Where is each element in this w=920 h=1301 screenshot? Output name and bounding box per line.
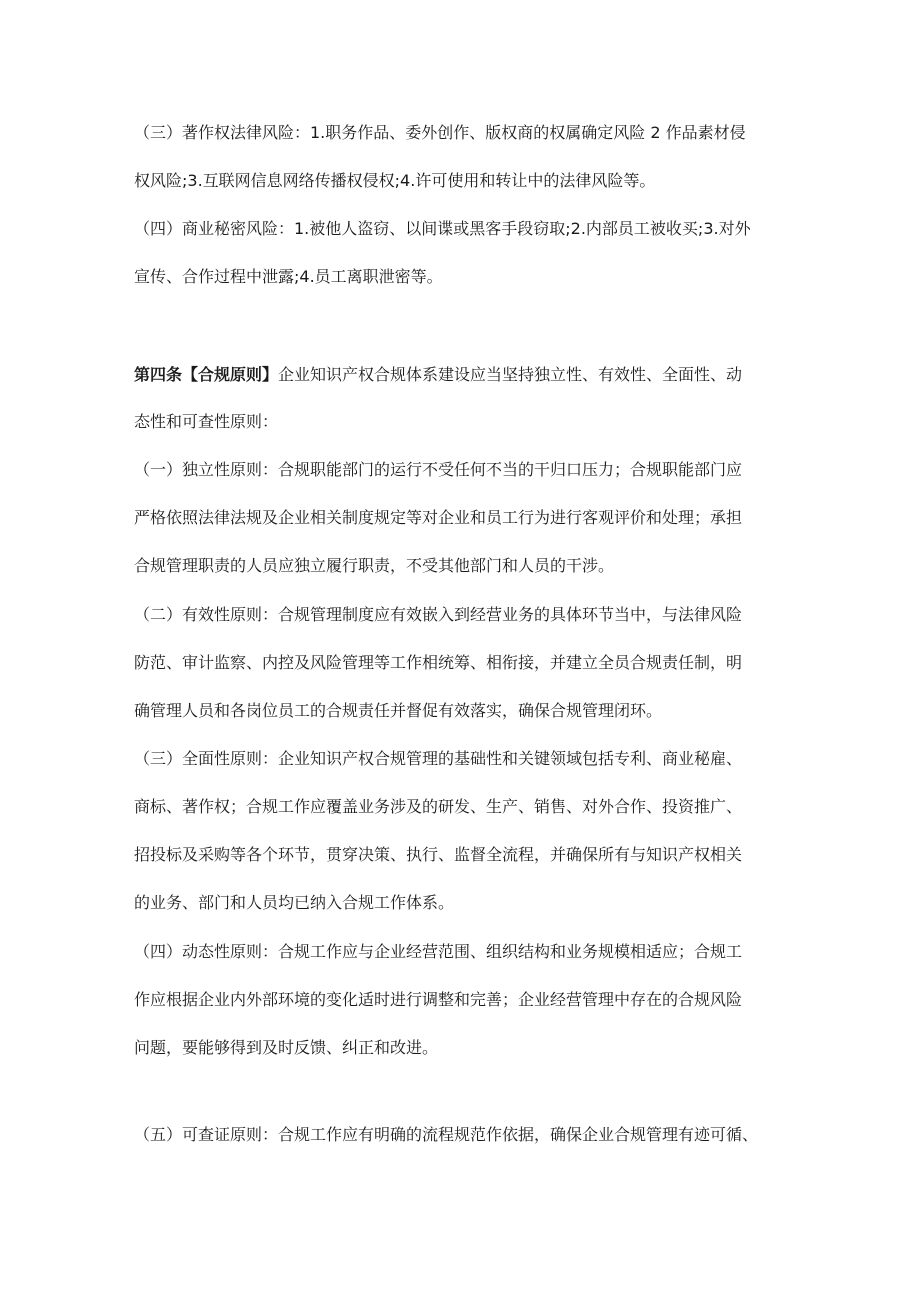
article-4-heading: 第四条【合规原则】 [134, 365, 279, 384]
copyright-risk-line-2: 权风险;3.互联网信息网络传播权侵权;4.许可使用和转让中的法律风险等。 [134, 171, 656, 190]
dynamism-line-2: 作应根据企业内外部环境的变化适时进行调整和完善；企业经营管理中存在的合规风险 [134, 990, 743, 1009]
comprehensiveness-line-1: （三）全面性原则：企业知识产权合规管理的基础性和关键领域包括专利、商业秘雇、 [134, 749, 743, 768]
comprehensiveness-line-3: 招投标及采购等各个环节，贯穿决策、执行、监督全流程，并确保所有与知识产权相关 [134, 845, 743, 864]
effectiveness-line-1: （二）有效性原则：合规管理制度应有效嵌入到经营业务的具体环节当中，与法律风险 [134, 605, 743, 624]
article-4-line-2: 态性和可查性原则： [134, 412, 279, 431]
independence-line-3: 合规管理职责的人员应独立履行职责，不受其他部门和人员的干涉。 [134, 556, 615, 575]
effectiveness-line-3: 确管理人员和各岗位员工的合规责任并督促有效落实，确保合规管理闭环。 [134, 701, 663, 720]
independence-line-2: 严格依照法律法规及企业相关制度规定等对企业和员工行为进行客观评价和处理；承担 [134, 508, 743, 527]
trade-secret-risk-line-1: （四）商业秘密风险：1.被他人盗窃、以间谍或黑客手段窃取;2.内部员工被收买;3.对外 [134, 219, 751, 238]
traceability-line-1: （五）可查证原则：合规工作应有明确的流程规范作依据，确保企业合规管理有迹可循、 [134, 1125, 759, 1144]
effectiveness-line-2: 防范、审计监察、内控及风险管理等工作相统筹、相衔接，并建立全员合规责任制，明 [134, 653, 743, 672]
independence-line-1: （一）独立性原则：合规职能部门的运行不受任何不当的干归口压力；合规职能部门应 [134, 460, 743, 479]
dynamism-line-3: 问题，要能够得到及时反馈、纠正和改进。 [134, 1038, 439, 1057]
trade-secret-risk-line-2: 宣传、合作过程中泄露;4.员工离职泄密等。 [134, 267, 443, 286]
comprehensiveness-line-2: 商标、著作权；合规工作应覆盖业务涉及的研发、生产、销售、对外合作、投资推广、 [134, 797, 743, 816]
article-4-text: 企业知识产权合规体系建设应当坚持独立性、有效性、全面性、动 [278, 365, 743, 384]
article-4-line-1 [134, 364, 794, 386]
dynamism-line-1: （四）动态性原则：合规工作应与企业经营范围、组织结构和业务规模相适应；合规工 [134, 942, 743, 961]
comprehensiveness-line-4: 的业务、部门和人员均已纳入合规工作体系。 [134, 893, 455, 912]
copyright-risk-line-1: （三）著作权法律风险：1.职务作品、委外创作、版权商的权属确定风险 2 作品素材侵 [134, 123, 746, 142]
